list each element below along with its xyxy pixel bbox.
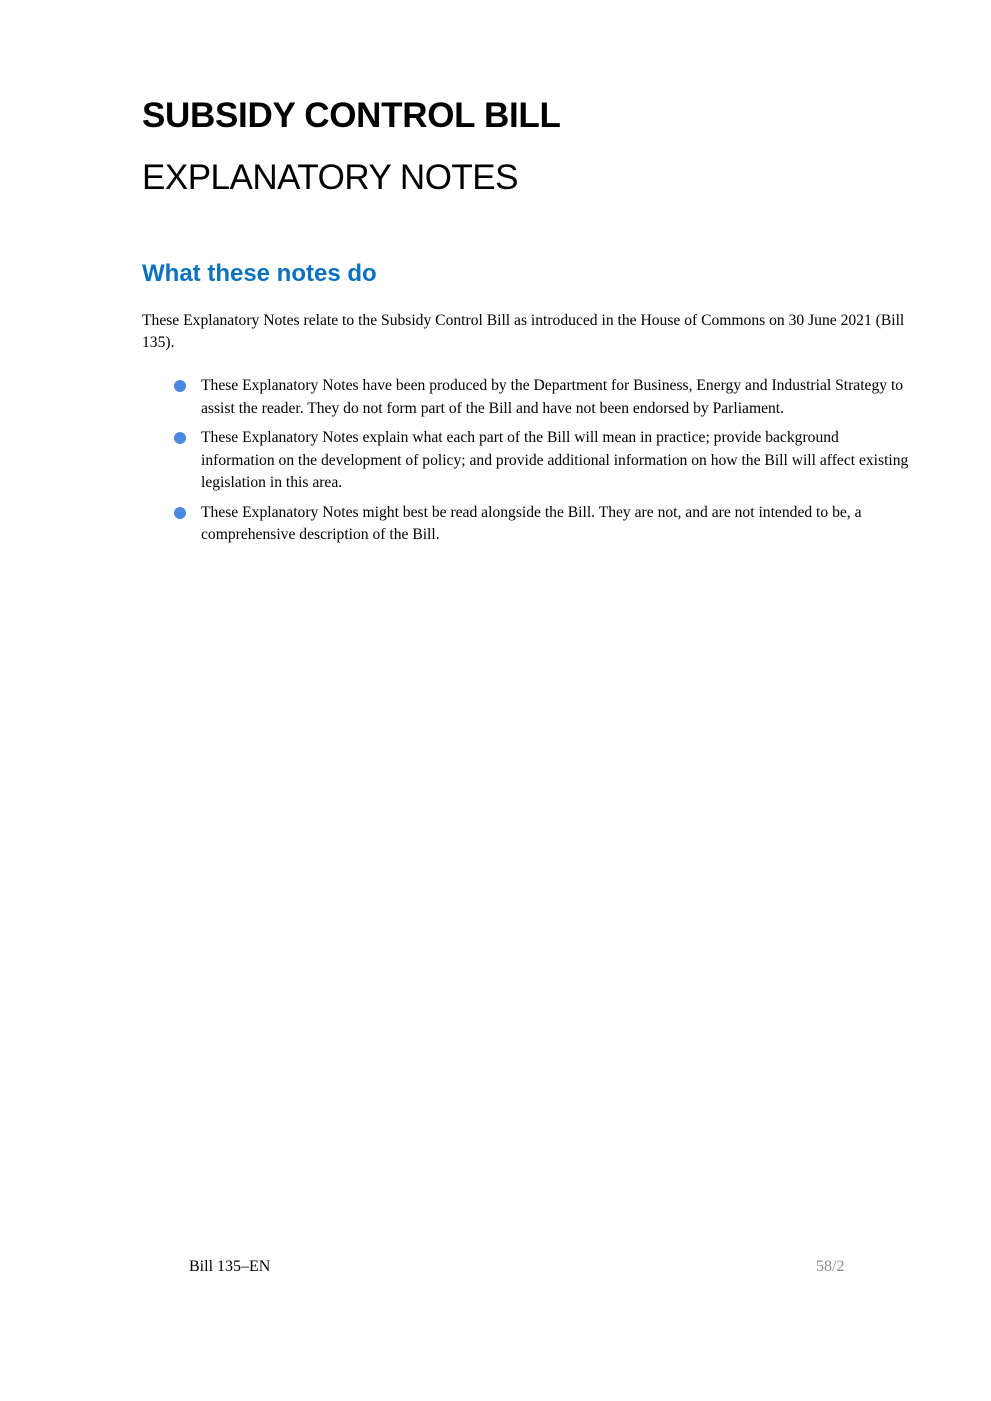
list-item — [142, 375, 912, 420]
footer-page-code: 58/2 — [816, 1258, 845, 1275]
bullet-list — [142, 375, 912, 554]
list-item-text: These Explanatory Notes might best be read alongside the Bill. They are not, and are not intended to be, a comprehensive description of the Bill. — [201, 503, 862, 543]
bullet-dot-icon — [174, 432, 186, 444]
intro-paragraph: These Explanatory Notes relate to the Subsidy Control Bill as introduced in the House of Commons on 30 June 2021 (Bill 135). — [142, 312, 905, 351]
list-item-text: These Explanatory Notes have been produced by the Department for Business, Energy and Industrial Strategy to assist the reader. They do not form part of the Bill and have not been endorsed by Parliament. — [201, 377, 904, 417]
list-item — [142, 427, 912, 495]
bullet-dot-icon — [174, 380, 186, 392]
document-title: SUBSIDY CONTROL BILL — [142, 96, 561, 135]
document-subtitle: EXPLANATORY NOTES — [142, 158, 518, 197]
footer-bill-reference: Bill 135–EN — [189, 1258, 271, 1275]
bullet-dot-icon — [174, 507, 186, 519]
list-item — [142, 502, 912, 547]
list-item-text: These Explanatory Notes explain what each part of the Bill will mean in practice; provide background information on the development of policy; and provide additional information on how the Bill will affect existing legislation in this area. — [201, 429, 909, 491]
section-heading: What these notes do — [142, 260, 377, 287]
